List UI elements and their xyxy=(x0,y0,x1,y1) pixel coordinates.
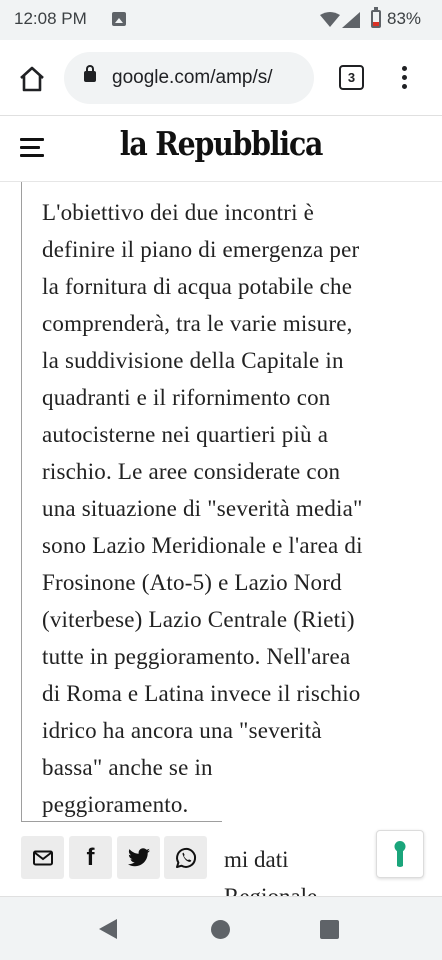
article-line: tutte in peggioramento. Nell'area xyxy=(42,644,351,669)
article-body xyxy=(0,182,442,896)
share-facebook-button[interactable] xyxy=(69,836,112,879)
share-twitter-button[interactable] xyxy=(117,836,160,879)
battery-percent: 83% xyxy=(387,9,422,28)
recents-icon[interactable] xyxy=(320,920,339,939)
article-line: la suddivisione della Capitale in xyxy=(42,348,344,373)
browser-home-button[interactable] xyxy=(14,62,50,96)
share-whatsapp-button[interactable] xyxy=(164,836,207,879)
article-line: autocisterne nei quartieri più a xyxy=(42,422,329,447)
overflow-menu-icon[interactable] xyxy=(398,66,410,92)
blockquote-rule xyxy=(21,182,22,822)
status-bar xyxy=(0,0,442,40)
article-line: L'obiettivo dei due incontri è xyxy=(42,200,315,225)
nav-home-icon[interactable] xyxy=(211,920,230,939)
back-icon[interactable] xyxy=(99,919,117,939)
wifi-icon xyxy=(320,12,340,28)
keyhole-icon xyxy=(393,840,407,868)
home-icon xyxy=(18,66,46,92)
article-line: sono Lazio Meridionale e l'area di xyxy=(42,533,363,558)
article-line: idrico ha ancora una "severità xyxy=(42,718,322,743)
battery-icon xyxy=(371,10,381,28)
system-nav-bar xyxy=(0,896,442,960)
lock-icon xyxy=(84,71,96,82)
browser-toolbar xyxy=(0,40,442,116)
article-line: quadranti e il rifornimento con xyxy=(42,385,331,410)
article-line: Frosinone (Ato-5) e Lazio Nord xyxy=(42,570,342,595)
article-paragraph xyxy=(42,194,436,823)
status-time: 12:08 PM xyxy=(14,9,87,28)
facebook-icon: f xyxy=(86,843,95,871)
tab-switcher-button[interactable]: 3 xyxy=(339,65,364,90)
article-line: peggioramento. xyxy=(42,792,189,817)
address-bar[interactable] xyxy=(64,52,314,104)
article-line: di Roma e Latina invece il rischio xyxy=(42,681,361,706)
twitter-icon xyxy=(127,848,151,868)
article-line: la fornitura di acqua potabile che xyxy=(42,274,353,299)
site-logo[interactable]: la Repubblica xyxy=(119,124,323,163)
subscription-key-button[interactable] xyxy=(376,830,424,878)
article-line: (viterbese) Lazio Centrale (Rieti) xyxy=(42,607,355,632)
article-line: bassa" anche se in xyxy=(42,755,213,780)
article-line: rischio. Le aree considerate con xyxy=(42,459,341,484)
image-icon xyxy=(112,12,126,26)
article-line: definire il piano di emergenza per xyxy=(42,237,360,262)
url-text[interactable]: google.com/amp/s/ xyxy=(112,67,273,88)
email-icon xyxy=(33,850,53,866)
article-next-fragment: mi dati xyxy=(224,847,289,872)
share-email-button[interactable] xyxy=(21,836,64,879)
share-bar xyxy=(21,836,221,896)
whatsapp-icon xyxy=(175,847,197,869)
article-line: comprenderà, tra le varie misure, xyxy=(42,311,353,336)
signal-icon xyxy=(342,12,360,28)
site-header xyxy=(0,116,442,182)
article-line: una situazione di "severità media" xyxy=(42,496,363,521)
